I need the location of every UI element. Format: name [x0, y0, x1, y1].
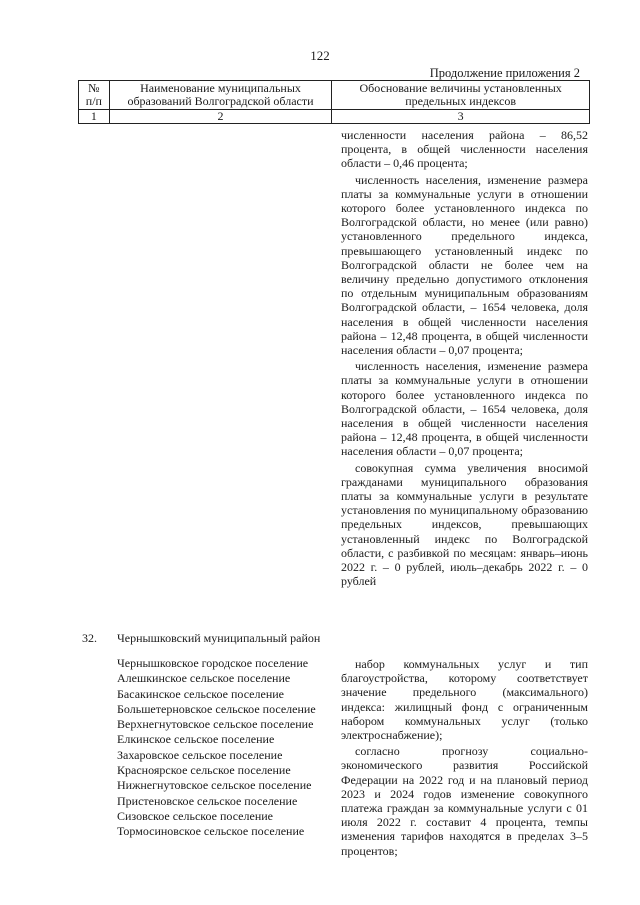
header-number-line2: п/п [85, 94, 102, 108]
settlement-item: Захаровское сельское поселение [117, 747, 283, 762]
header-number-line1: № [88, 81, 100, 95]
row-number: 32. [82, 631, 97, 645]
justification-paragraph: набор коммунальных услуг и тип благоустройства, которому соответствует значение предельного (максимального) индекса: жилищный фонд с ограниченным набором коммунальных услуг (только электроснабжение); [341, 657, 588, 743]
settlement-item: Большетерновское сельское поселение [117, 701, 316, 716]
settlement-item: Басакинское сельское поселение [117, 686, 284, 701]
settlement-item: Пристеновское сельское поселение [117, 793, 298, 808]
settlement-item: Нижнегнутовское сельское поселение [117, 778, 312, 793]
header-justification-line1: Обоснование величины установленных [359, 81, 562, 95]
appendix-table-header [78, 80, 590, 124]
settlements-list [117, 656, 332, 840]
continued-paragraph: численность населения, изменение размера платы за коммунальные услуги в отношении которого более установленного индекса по Волгоградской области, – 1654 человека, доля населения в общей численности населения района – 12,48 процента, в общей численности населения области – 0,07 процента; [341, 359, 588, 459]
continued-justification-block [341, 128, 588, 591]
page-number: 122 [310, 48, 330, 63]
table-column-numbers-row [79, 110, 590, 124]
settlement-item: Елкинское сельское поселение [117, 732, 275, 747]
settlement-item: Чернышковское городское поселение [117, 656, 309, 670]
header-municipality-cell [109, 81, 332, 110]
table-header-row [79, 81, 590, 110]
district-name: Чернышковский муниципальный район [117, 631, 321, 645]
continued-paragraph: совокупная сумма увеличения вносимой гражданами муниципального образования платы за коммунальные услуги в результате установления по муниципальному образованию предельных индексов, превышающих установленный индекс по Волгоградской области, с разбивкой по месяцам: январь–июнь 2022 г. – 0 рублей, июль–декабрь 2022 г. – 0 рублей [341, 460, 588, 589]
column-number-3: 3 [332, 110, 590, 124]
settlement-item: Верхнегнутовское сельское поселение [117, 717, 314, 732]
continued-paragraph: численность населения, изменение размера платы за коммунальные услуги в отношении которого более установленного индекса по Волгоградской области, но менее (или равно) установленного предельного индекса, превышающего установленный индекс по Волгоградской области не более чем на величину предельно допустимого отклонения по отдельным муниципальным образованиям Волгоградской области, – 1654 человека, доля населения в общей численности населения района – 12,48 процента, в общей численности населения области – 0,07 процента; [341, 172, 588, 358]
header-number-cell [79, 81, 110, 110]
settlement-item: Сизовское сельское поселение [117, 808, 273, 823]
row-justification-block [341, 657, 588, 860]
header-justification-cell [332, 81, 590, 110]
header-municipality-line1: Наименование муниципальных [140, 81, 301, 95]
header-justification-line2: предельных индексов [405, 94, 516, 108]
settlement-item: Алешкинское сельское поселение [117, 671, 291, 686]
continuation-label: Продолжение приложения 2 [429, 66, 580, 80]
justification-paragraph: согласно прогнозу социально-экономического развития Российской Федерации на 2022 год и на плановый период 2023 и 2024 годов изменение совокупного платежа граждан за коммунальные услуги с 01 июля 2022 г. составит 4 процента, темпы изменения тарифов находятся в пределах 3–5 процентов; [341, 744, 588, 858]
column-number-1: 1 [79, 110, 110, 124]
settlement-item: Тормосиновское сельское поселение [117, 824, 305, 839]
header-municipality-line2: образований Волгоградской области [127, 94, 314, 108]
continued-paragraph: численности населения района – 86,52 процента, в общей численности населения области – 0,46 процента; [341, 128, 588, 171]
column-number-2: 2 [109, 110, 332, 124]
settlement-item: Красноярское сельское поселение [117, 763, 291, 778]
